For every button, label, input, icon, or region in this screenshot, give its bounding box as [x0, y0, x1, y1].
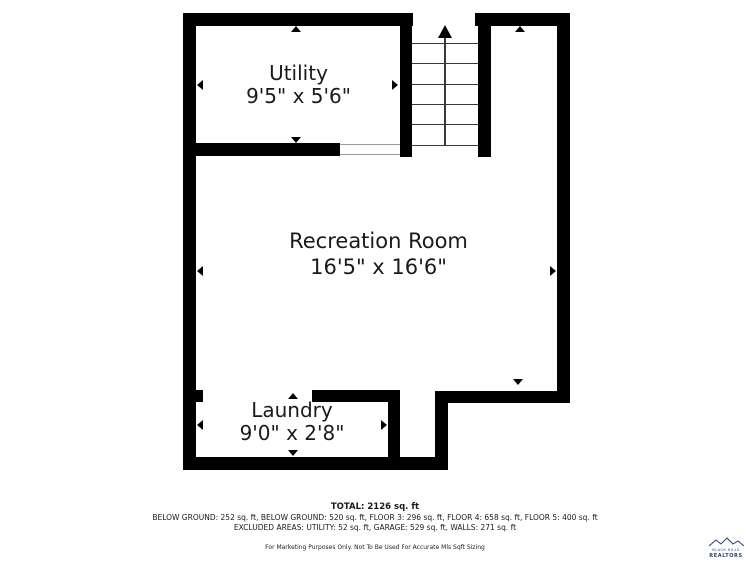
rec-dim-down-icon: [513, 379, 523, 385]
wall-top-left: [183, 13, 413, 26]
room-name: Laundry: [251, 398, 333, 422]
room-dimensions: 9'0" x 2'8": [239, 421, 345, 445]
utility-door-opening-bottom: [340, 154, 400, 155]
utility-door-opening-top: [340, 144, 400, 145]
room-dimensions: 9'5" x 5'6": [246, 84, 351, 108]
laundry-dim-down-icon: [288, 450, 298, 456]
logo-line2: REALTORS: [709, 553, 743, 559]
utility-dim-up-icon: [291, 26, 301, 32]
utility-dim-down-icon: [291, 137, 301, 143]
floors-breakdown: BELOW GROUND: 252 sq. ft, BELOW GROUND: 520 sq. ft, FLOOR 3: 296 sq. ft, FLOOR 4: 658 sq. ft, FLOOR 5: 400 sq. ft: [152, 512, 598, 522]
wall-right: [557, 13, 570, 403]
wall-rec-bottom-right: [435, 391, 570, 403]
total-sqft: TOTAL: 2126 sq. ft: [330, 502, 420, 512]
brokerage-logo: [705, 536, 747, 561]
wall-left: [183, 13, 196, 470]
room-name: Utility: [269, 61, 328, 85]
wall-utility-bottom: [183, 143, 340, 156]
rec-dim-up-icon: [515, 26, 525, 32]
stair-direction-line: [444, 36, 446, 146]
recreation-room-label: [196, 228, 561, 280]
excluded-areas: EXCLUDED AREAS: UTILITY: 52 sq. ft, GARAGE: 529 sq. ft, WALLS: 271 sq. ft: [233, 523, 517, 532]
wall-stair-right: [478, 13, 491, 157]
wall-utility-right: [400, 13, 412, 157]
utility-room-label: [196, 62, 401, 108]
room-name: Recreation Room: [289, 229, 468, 253]
logo-line1: BLACK HILLS: [712, 548, 740, 552]
laundry-room-label: [196, 399, 388, 445]
wall-laundry-right: [388, 390, 400, 458]
sqft-summary: [0, 502, 750, 534]
room-dimensions: 16'5" x 16'6": [310, 255, 447, 279]
stair-up-arrow-icon: [438, 25, 452, 38]
marketing-disclaimer: For Marketing Purposes Only. Not To Be Used For Accurate Mls Sqft Sizing: [265, 544, 485, 551]
wall-bottom: [183, 457, 448, 470]
mountains-icon: [705, 536, 747, 561]
